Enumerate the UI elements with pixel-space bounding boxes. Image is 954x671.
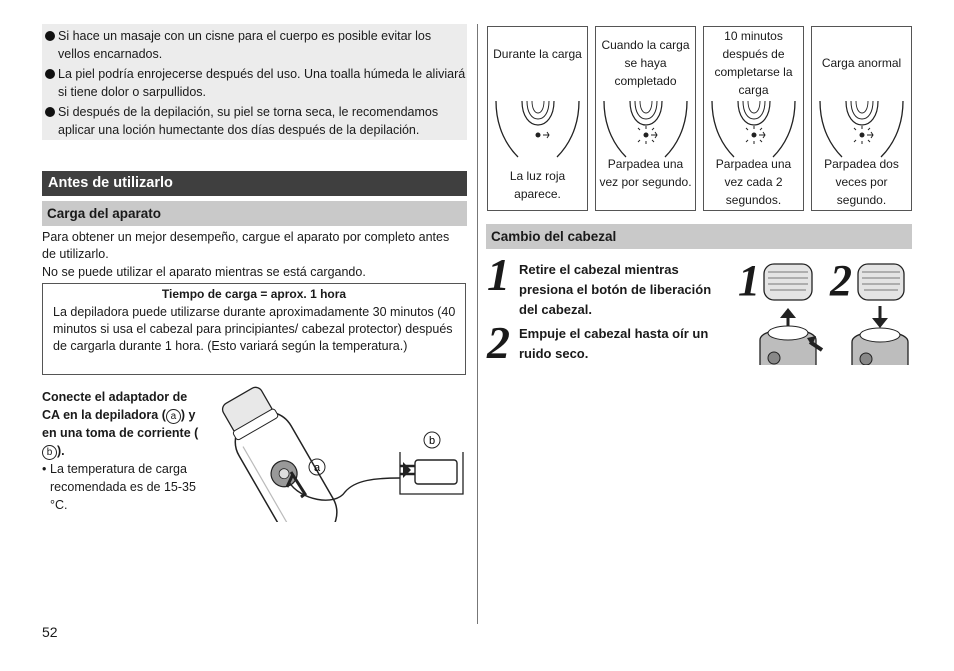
tip-item: La piel podría enrojecerse después del uso. Una toalla húmeda le aliviará si tiene dolor o sarpullidos. [58, 65, 466, 101]
indicator-panel-charging: Durante la carga La luz roja aparece. [487, 26, 588, 211]
bullet-icon [45, 31, 55, 41]
tips-box [42, 24, 467, 140]
indicator-panel-complete: Cuando la carga se haya completado Parpadea una vez por segundo. [595, 26, 696, 211]
charging-title: Carga del aparato [42, 201, 467, 226]
step-number-1: 1 [487, 249, 510, 300]
step-2-text: Empuje el cabezal hasta oír un ruido seco. [519, 326, 709, 361]
head-attach-illustration [846, 262, 912, 365]
charge-time-note [42, 283, 466, 375]
blinking-light-icon [812, 99, 911, 159]
step-1-text: Retire el cabezal mientras presiona el botón de liberación del cabezal. [519, 262, 712, 317]
connect-instruction: Conecte el adaptador de CA en la depiladora ( a ) y en una toma de corriente (b ). [42, 390, 199, 458]
section-title: Antes de utilizarlo [42, 171, 467, 196]
bullet-icon [45, 69, 55, 79]
figure-label-1: 1 [738, 256, 760, 305]
page-number: 52 [42, 624, 58, 640]
ac-adapter-icon [415, 460, 457, 484]
bullet-icon [45, 107, 55, 117]
head-removal-illustration [752, 262, 827, 365]
tip-item: Si hace un masaje con un cisne para el cuerpo es posible evitar los vellos encarnados. [58, 27, 466, 63]
label-a-circle: a [166, 409, 181, 424]
charging-illustration [205, 382, 470, 522]
column-divider [477, 24, 478, 624]
blinking-light-icon [596, 99, 695, 159]
indicator-panel-abnormal: Carga anormal Parpadea dos veces por segundo. [811, 26, 912, 211]
head-change-title: Cambio del cabezal [486, 224, 912, 249]
note-title: Tiempo de carga = aprox. 1 hora [161, 287, 347, 301]
label-b: b [428, 435, 436, 447]
temperature-note: • La temperatura de carga recomendada es de 15-35 °C. [42, 462, 196, 512]
epilator-body-icon [213, 382, 347, 522]
label-a: a [313, 462, 321, 474]
charge-light-icon [488, 99, 587, 159]
note-body: La depiladora puede utilizarse durante aproximadamente 30 minutos (40 minutos si usa el cabezal para principiantes/ cabezal protector) después de cargarla durante 1 hora. (Esto variará según la temperatura.) [53, 305, 456, 353]
charging-para-1: Para obtener un mejor desempeño, cargue el aparato por completo antes de utilizarlo. [42, 230, 450, 261]
indicator-panel-after-10-min: 10 minutos después de completarse la carga Parpadea una vez cada 2 segundos. [703, 26, 804, 211]
label-b-circle: b [42, 445, 57, 460]
tip-item: Si después de la depilación, su piel se torna seca, le recomendamos aplicar una loción humectante dos días después de la depilación. [58, 103, 466, 139]
blinking-light-icon [704, 99, 803, 159]
step-number-2: 2 [487, 317, 510, 368]
figure-label-2: 2 [830, 256, 852, 305]
charging-para-2: No se puede utilizar el aparato mientras se está cargando. [42, 265, 366, 279]
